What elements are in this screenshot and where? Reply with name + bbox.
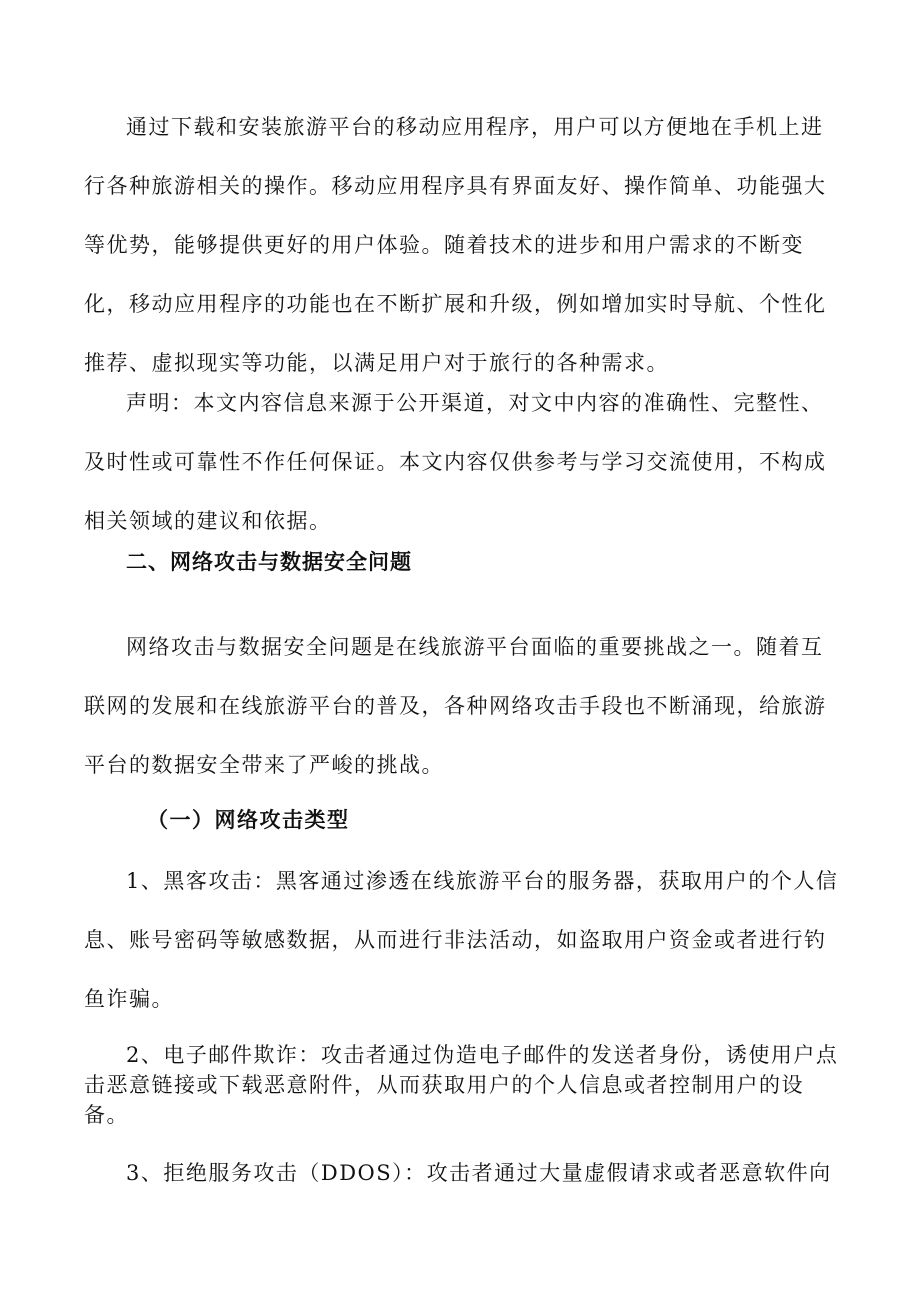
paragraph-disclaimer: 声明：本文内容信息来源于公开渠道，对文中内容的准确性、完整性、及时性或可靠性不作任何保证。本文内容仅供参考与学习交流使用，不构成相关领域的建议和依据。: [84, 391, 827, 533]
paragraph-section-intro: 网络攻击与数据安全问题是在线旅游平台面临的重要挑战之一。随着互联网的发展和在线旅游平台的普及，各种网络攻击手段也不断涌现，给旅游平台的数据安全带来了严峻的挑战。: [84, 635, 827, 777]
section-heading: 二、网络攻击与数据安全问题: [126, 549, 412, 574]
list-item-ddos: 3、拒绝服务攻击（DDOS）：攻击者通过大量虚假请求或者恶意软件向: [126, 1161, 832, 1185]
list-item-hacker-attack: 1、黑客攻击：黑客通过渗透在线旅游平台的服务器，获取用户的个人信息、账号密码等敏感数据，从而进行非法活动，如盗取用户资金或者进行钓鱼诈骗。: [84, 869, 839, 1011]
paragraph-mobile-app: 通过下载和安装旅游平台的移动应用程序，用户可以方便地在手机上进行各种旅游相关的操作。移动应用程序具有界面友好、操作简单、功能强大等优势，能够提供更好的用户体验。随着技术的进步和用户需求的不断变化，移动应用程序的功能也在不断扩展和升级，例如增加实时导航、个性化推荐、虚拟现实等功能，以满足用户对于旅行的各种需求。: [84, 115, 827, 375]
list-item-email-fraud: 2、电子邮件欺诈：攻击者通过伪造电子邮件的发送者身份，诱使用户点击恶意链接或下载恶意附件，从而获取用户的个人信息或者控制用户的设备。: [84, 1043, 839, 1127]
subsection-heading: （一）网络攻击类型: [147, 807, 350, 832]
